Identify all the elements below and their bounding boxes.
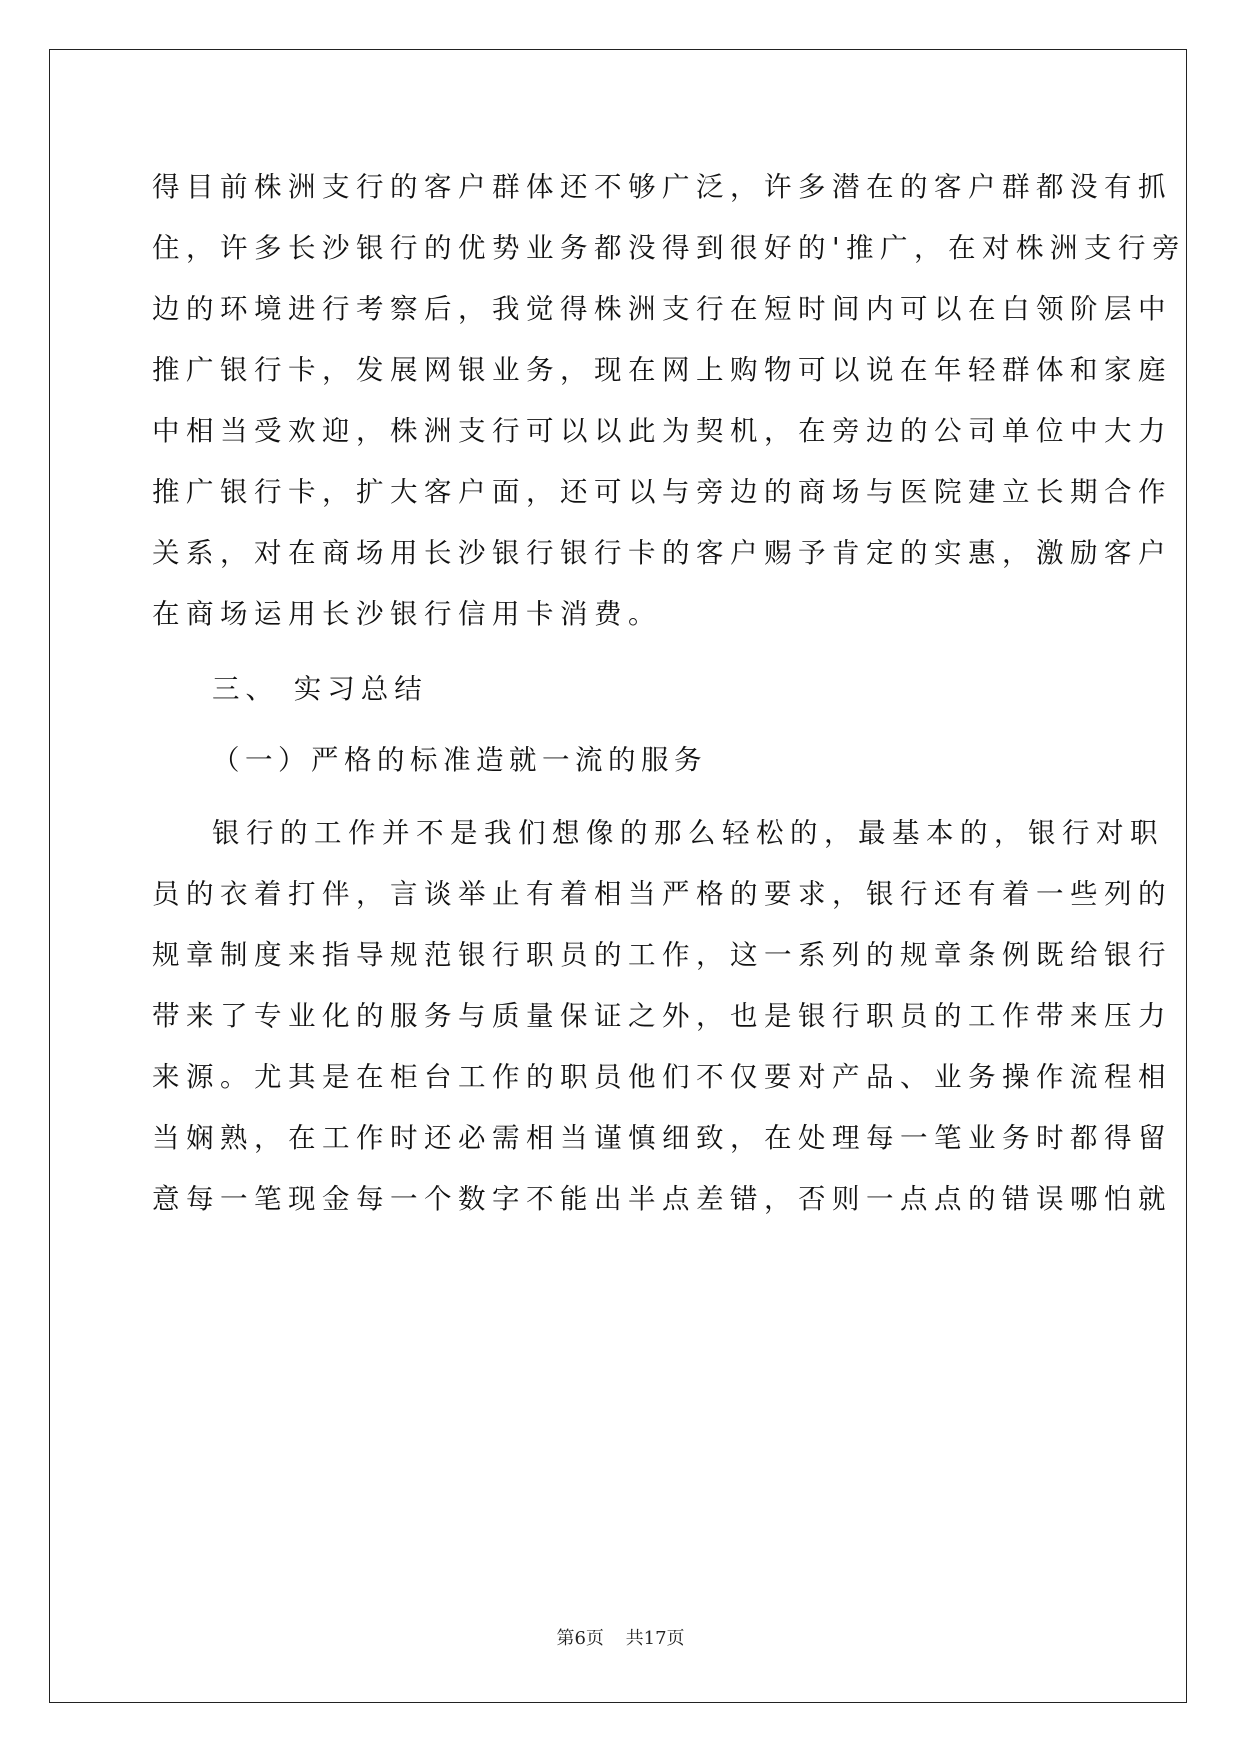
text-line: 推广银行卡，扩大客户面，还可以与旁边的商场与医院建立长期合作 — [152, 476, 1172, 508]
text-line: 带来了专业化的服务与质量保证之外，也是银行职员的工作带来压力 — [152, 1000, 1172, 1032]
text-line: 来源。尤其是在柜台工作的职员他们不仅要对产品、业务操作流程相 — [152, 1061, 1172, 1093]
text-line: 规章制度来指导规范银行职员的工作，这一系列的规章条例既给银行 — [152, 939, 1172, 971]
page-total: 共17页 — [625, 1628, 685, 1649]
text-line: 意每一笔现金每一个数字不能出半点差错，否则一点点的错误哪怕就 — [152, 1183, 1172, 1215]
text-line: 银行的工作并不是我们想像的那么轻松的，最基本的，银行对职 — [212, 817, 1164, 849]
subsection-heading: （一）严格的标准造就一流的服务 — [212, 744, 707, 776]
text-line: 员的衣着打伴，言谈举止有着相当严格的要求，银行还有着一些列的 — [152, 878, 1172, 910]
text-line: 边的环境进行考察后，我觉得株洲支行在短时间内可以在白领阶层中 — [152, 293, 1172, 325]
text-line: 当娴熟，在工作时还必需相当谨慎细致，在处理每一笔业务时都得留 — [152, 1122, 1172, 1154]
page-number: 第6页 — [556, 1628, 604, 1649]
text-line: 推广银行卡，发展网银业务，现在网上购物可以说在年轻群体和家庭 — [152, 354, 1172, 386]
text-line: 中相当受欢迎，株洲支行可以以此为契机，在旁边的公司单位中大力 — [152, 415, 1172, 447]
text-line: 关系，对在商场用长沙银行银行卡的客户赐予肯定的实惠，激励客户 — [152, 537, 1172, 569]
section-heading: 三、 实习总结 — [212, 673, 428, 705]
page-footer — [0, 1624, 1241, 1650]
text-line: 住，许多长沙银行的优势业务都没得到很好的'推广，在对株洲支行旁 — [152, 232, 1187, 264]
text-line: 在商场运用长沙银行信用卡消费。 — [152, 598, 662, 630]
text-line: 得目前株洲支行的客户群体还不够广泛，许多潜在的客户群都没有抓 — [152, 171, 1172, 203]
